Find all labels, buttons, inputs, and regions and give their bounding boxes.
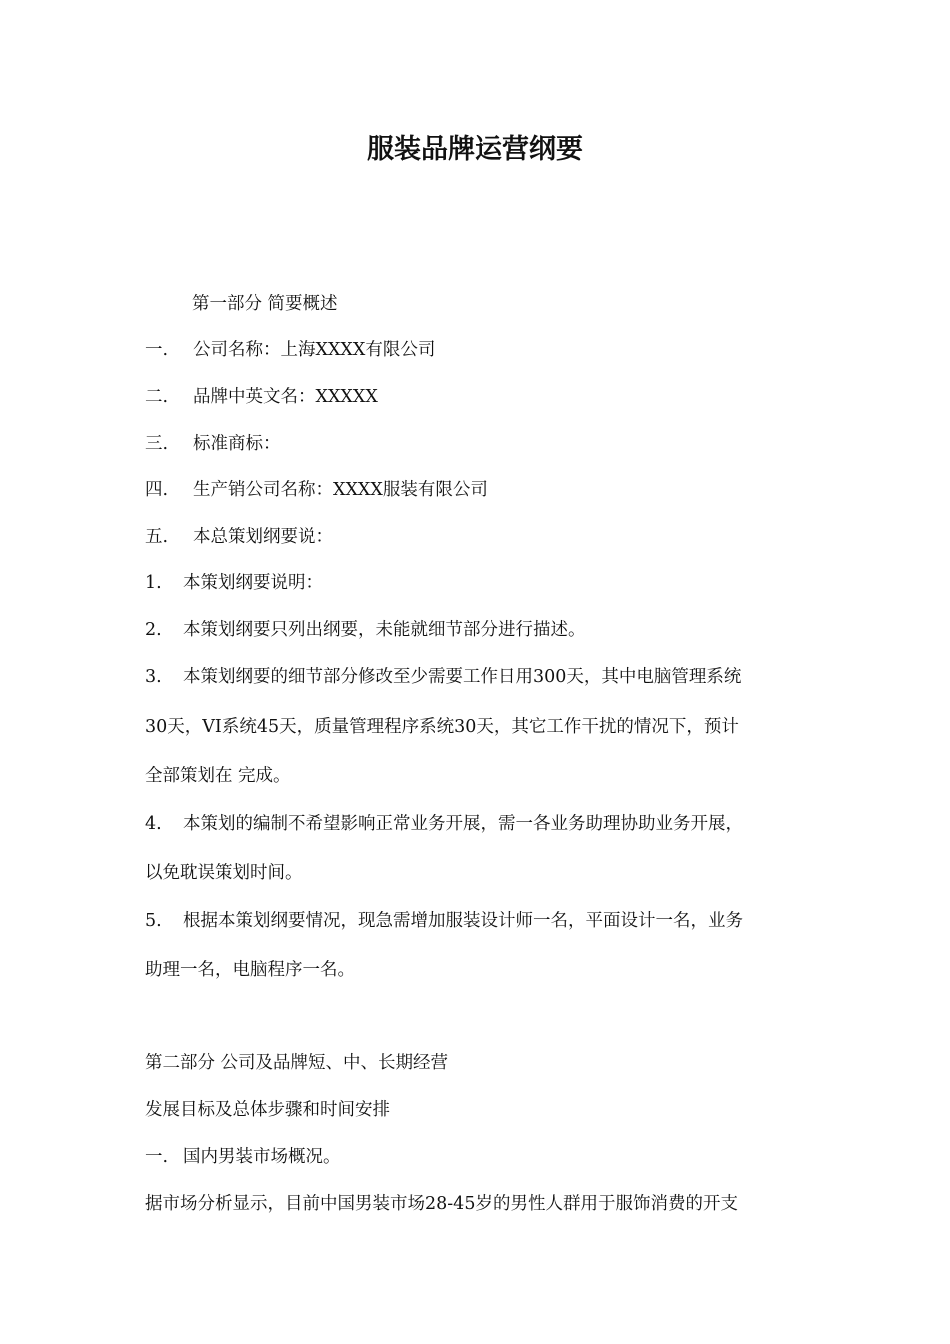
- sub-item-number: 5.: [145, 911, 162, 931]
- section-number: 一.: [145, 1147, 169, 1167]
- sub-item: [145, 907, 810, 935]
- document-title: 服装品牌运营纲要: [367, 134, 583, 165]
- sub-item-number: 3.: [145, 667, 162, 687]
- sub-item-continuation: 助理一名，电脑程序一名。: [145, 960, 355, 980]
- list-item: [145, 476, 810, 504]
- list-item-text: 品牌中英文名：XXXXX: [193, 387, 378, 407]
- list-item: [145, 430, 810, 458]
- sub-item-text: 本策划纲要只列出纲要，未能就细节部分进行描述。: [183, 620, 586, 640]
- section-text: 国内男装市场概况。: [183, 1147, 341, 1167]
- sub-item: [145, 663, 810, 691]
- sub-item: [145, 569, 810, 597]
- list-item: [145, 383, 810, 411]
- part2-heading-line2: 发展目标及总体步骤和时间安排: [145, 1100, 390, 1120]
- sub-item: [145, 616, 810, 644]
- sub-item-text: 本策划纲要的细节部分修改至少需要工作日用300天，其中电脑管理系统: [183, 667, 742, 687]
- sub-item-continuation: 全部策划在 完成。: [145, 766, 291, 786]
- part1-heading: 第一部分 简要概述: [192, 294, 338, 314]
- list-item-text: 标准商标：: [193, 434, 281, 454]
- sub-item-number: 4.: [145, 814, 162, 834]
- list-item: [145, 336, 810, 364]
- list-item-number: 四.: [145, 480, 169, 500]
- sub-item-continuation: 30天，VI系统45天，质量管理程序系统30天，其它工作干扰的情况下，预计: [145, 717, 739, 737]
- part2-heading-line1: 第二部分 公司及品牌短、中、长期经营: [145, 1053, 449, 1073]
- sub-item-continuation: 以免耽误策划时间。: [145, 863, 303, 883]
- sub-item-number: 1.: [145, 573, 162, 593]
- list-item: [145, 523, 810, 551]
- sub-item-text: 根据本策划纲要情况，现急需增加服装设计师一名，平面设计一名，业务: [183, 911, 743, 931]
- section-heading: [145, 1143, 810, 1171]
- paragraph: 据市场分析显示，目前中国男装市场28-45岁的男性人群用于服饰消费的开支: [145, 1194, 738, 1214]
- sub-item-number: 2.: [145, 620, 162, 640]
- sub-item-text: 本策划的编制不希望影响正常业务开展，需一各业务助理协助业务开展，: [183, 814, 743, 834]
- list-item-number: 五.: [145, 527, 169, 547]
- list-item-text: 生产销公司名称：XXXX服装有限公司: [193, 480, 488, 500]
- sub-item-text: 本策划纲要说明：: [183, 573, 323, 593]
- list-item-text: 公司名称：上海XXXX有限公司: [193, 340, 436, 360]
- list-item-number: 二.: [145, 387, 169, 407]
- list-item-number: 一.: [145, 340, 169, 360]
- sub-item: [145, 810, 810, 838]
- list-item-number: 三.: [145, 434, 169, 454]
- list-item-text: 本总策划纲要说：: [193, 527, 333, 547]
